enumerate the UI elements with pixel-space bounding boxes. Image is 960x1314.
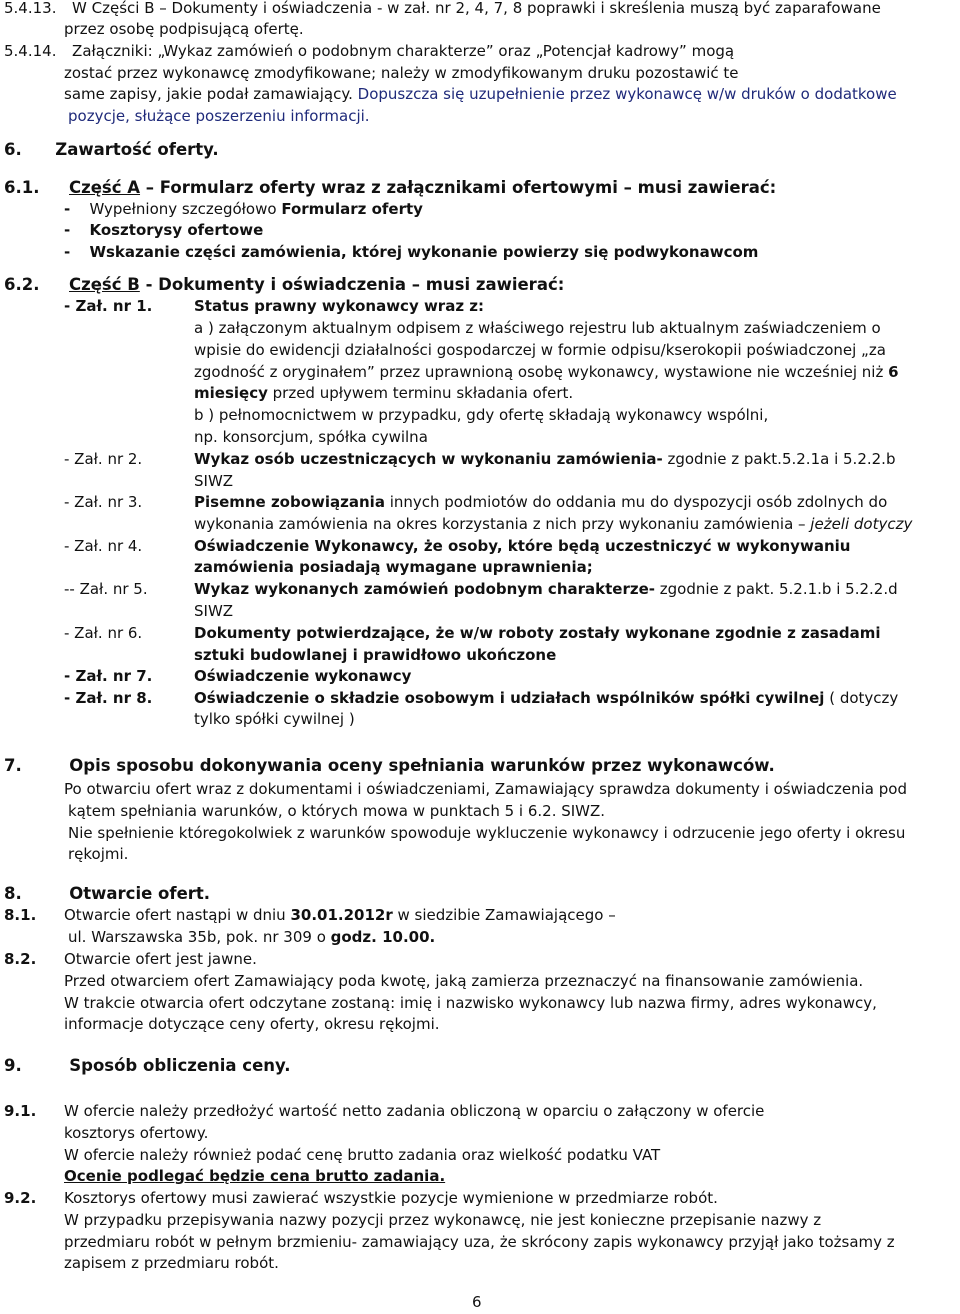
attachment-label: - Zał. nr 2. bbox=[64, 450, 143, 468]
attachment-text-part: zgodność z oryginałem” przez uprawnioną osobę wykonawcy, wystawione nie wcześniej niż bbox=[194, 363, 889, 381]
attachment-label: - Zał. nr 4. bbox=[64, 537, 143, 555]
paragraph-line: Nie spełnienie któregokolwiek z warunków spowoduje wykluczenie wykonawcy i odrzucenie jego oferty i okresu bbox=[68, 824, 906, 842]
paragraph-text: w siedzibie Zamawiającego – bbox=[392, 906, 616, 924]
section-number: 5.4.13. bbox=[4, 0, 57, 17]
section-9-heading bbox=[4, 1055, 291, 1077]
section-number: 7. bbox=[4, 756, 22, 775]
paragraph-line: W ofercie należy również podać cenę brutto zadania oraz wielkość podatku VAT bbox=[64, 1146, 661, 1164]
section-title: Zawartość oferty. bbox=[55, 140, 219, 159]
paragraph-line bbox=[64, 905, 616, 927]
paragraph-line: Otwarcie ofert jest jawne. bbox=[64, 950, 257, 968]
attachment-title: Oświadczenie o składzie osobowym i udziałach wspólników spółki cywilnej bbox=[194, 689, 825, 707]
paragraph-line: zapisem z przedmiaru robót. bbox=[64, 1254, 279, 1272]
paragraph-line: kosztorys ofertowy. bbox=[64, 1124, 209, 1142]
section-5-4-13 bbox=[4, 0, 881, 20]
section-title: Sposób obliczenia ceny. bbox=[69, 1056, 291, 1075]
attachment-text-part: ( dotyczy bbox=[824, 689, 899, 707]
paragraph-line bbox=[68, 927, 435, 949]
list-dash: - bbox=[64, 243, 76, 261]
attachment-title: Wykaz wykonanych zamówień podobnym charakterze- bbox=[194, 580, 655, 598]
paragraph-line: Po otwarciu ofert wraz z dokumentami i oświadczeniami, Zamawiający sprawdza dokumenty i oświadczenia pod bbox=[64, 780, 907, 798]
attachment-text-part: zgodnie z pakt. 5.2.1.b i 5.2.2.d bbox=[655, 580, 898, 598]
list-text: Wypełniony szczegółowo bbox=[89, 200, 282, 218]
paragraph-line-emphasis: Ocenie podlegać będzie cena brutto zadania. bbox=[64, 1167, 446, 1185]
paragraph-text: ul. Warszawska 35b, pok. nr 309 o bbox=[68, 928, 331, 946]
attachment-text: tylko spółki cywilnej ) bbox=[194, 710, 355, 728]
section-number: 8.2. bbox=[4, 950, 37, 968]
attachment-text-bold: miesięcy bbox=[194, 384, 268, 402]
list-text: Kosztorysy ofertowe bbox=[89, 221, 264, 239]
section-8-heading bbox=[4, 883, 210, 905]
paragraph-line: W trakcie otwarcia ofert odczytane zostaną: imię i nazwisko wykonawcy lub nazwa firmy, adres wykonawcy, bbox=[64, 994, 877, 1012]
paragraph-line: przez osobę podpisującą ofertę. bbox=[64, 20, 304, 38]
attachment-text bbox=[194, 579, 898, 601]
attachment-text bbox=[194, 383, 573, 405]
attachment-title: Oświadczenie wykonawcy bbox=[194, 667, 412, 685]
time-value: godz. 10.00. bbox=[330, 928, 436, 946]
attachment-title: Status prawny wykonawcy wraz z: bbox=[194, 297, 485, 315]
paragraph-line: Kosztorys ofertowy musi zawierać wszystkie pozycje wymienione w przedmiarze robót. bbox=[64, 1189, 718, 1207]
paragraph-text-blue: Dopuszcza się uzupełnienie przez wykonawcę w/w druków o dodatkowe bbox=[357, 85, 897, 103]
attachment-text: b ) pełnomocnictwem w przypadku, gdy ofertę składają wykonawcy wspólni, bbox=[194, 406, 769, 424]
section-number: 9.1. bbox=[4, 1102, 37, 1120]
attachment-title: Pisemne zobowiązania bbox=[194, 493, 385, 511]
section-number: 6.2. bbox=[4, 275, 40, 294]
section-number: 8. bbox=[4, 884, 22, 903]
section-number: 6.1. bbox=[4, 178, 40, 197]
attachment-label: -- Zał. nr 5. bbox=[64, 580, 148, 598]
section-number: 9.2. bbox=[4, 1189, 37, 1207]
attachment-title: Dokumenty potwierdzające, że w/w roboty zostały wykonane zgodnie z zasadami bbox=[194, 624, 881, 642]
list-dash: - bbox=[64, 200, 76, 218]
attachment-text: wpisie do ewidencji działalności gospodarczej w formie odpisu/kserokopii poświadczonej „za bbox=[194, 341, 886, 359]
list-text: Wskazanie części zamówienia, której wykonanie powierzy się podwykonawcom bbox=[89, 243, 759, 261]
attachment-text-part: przed upływem terminu składania ofert. bbox=[267, 384, 574, 402]
attachment-text-part: zgodnie z pakt.5.2.1a i 5.2.2.b bbox=[662, 450, 896, 468]
paragraph-text: Otwarcie ofert nastąpi w dniu bbox=[64, 906, 291, 924]
paragraph-line: Przed otwarciem ofert Zamawiający poda kwotę, jaką zamierza przeznaczyć na finansowanie zamówienia. bbox=[64, 972, 864, 990]
list-item bbox=[64, 220, 263, 242]
attachment-title: sztuki budowlanej i prawidłowo ukończone bbox=[194, 646, 557, 664]
section-number: 8.1. bbox=[4, 906, 37, 924]
attachment-text bbox=[194, 514, 912, 536]
paragraph-line: W przypadku przepisywania nazwy pozycji przez wykonawcę, nie jest konieczne przepisanie nazwy z bbox=[64, 1211, 822, 1229]
section-6-heading bbox=[4, 139, 219, 161]
paragraph-text: W Części B – Dokumenty i oświadczenia - w zał. nr 2, 4, 7, 8 poprawki i skreślenia muszą być zaparafowane bbox=[72, 0, 881, 17]
section-6-2-heading bbox=[4, 274, 564, 296]
page-number: 6 bbox=[472, 1293, 482, 1311]
section-6-1-heading bbox=[4, 177, 776, 199]
paragraph-line: pozycje, służące poszerzeniu informacji. bbox=[68, 107, 370, 125]
section-title: Otwarcie ofert. bbox=[69, 884, 211, 903]
attachment-text bbox=[194, 362, 899, 384]
section-title: - Dokumenty i oświadczenia – musi zawierać: bbox=[145, 275, 565, 294]
paragraph-line bbox=[64, 84, 897, 106]
attachment-label: - Zał. nr 7. bbox=[64, 667, 153, 685]
paragraph-line: przedmiaru robót w pełnym brzmieniu- zamawiający uza, że skrócony zapis wykonawcy przyjął jako tożsamy z bbox=[64, 1233, 895, 1251]
attachment-text: a ) załączonym aktualnym odpisem z właściwego rejestru lub aktualnym zaświadczeniem o bbox=[194, 319, 881, 337]
section-7-heading bbox=[4, 755, 775, 777]
section-number: 5.4.14. bbox=[4, 42, 57, 60]
part-a-label: Część A bbox=[69, 178, 141, 197]
attachment-text bbox=[194, 688, 898, 710]
attachment-text bbox=[194, 492, 887, 514]
attachment-title: zamówienia posiadają wymagane uprawnienia; bbox=[194, 558, 593, 576]
attachment-text: SIWZ bbox=[194, 472, 234, 490]
attachment-text: SIWZ bbox=[194, 602, 234, 620]
attachment-title: Oświadczenie Wykonawcy, że osoby, które będą uczestniczyć w wykonywaniu bbox=[194, 537, 851, 555]
section-number: 9. bbox=[4, 1056, 22, 1075]
paragraph-text: same zapisy, jakie podał zamawiający. bbox=[64, 85, 353, 103]
attachment-text-italic: jeżeli dotyczy bbox=[810, 515, 913, 533]
attachment-text bbox=[194, 449, 895, 471]
section-number: 6. bbox=[4, 140, 22, 159]
paragraph-line: W ofercie należy przedłożyć wartość netto zadania obliczoną w oparciu o załączony w ofercie bbox=[64, 1102, 765, 1120]
attachment-label: - Zał. nr 6. bbox=[64, 624, 143, 642]
attachment-label: - Zał. nr 8. bbox=[64, 689, 153, 707]
attachment-text-bold: 6 bbox=[888, 363, 899, 381]
list-item bbox=[64, 242, 758, 264]
section-title: Opis sposobu dokonywania oceny spełniania warunków przez wykonawców. bbox=[69, 756, 775, 775]
attachment-text-part: wykonania zamówienia na okres korzystania z nich przy wykonaniu zamówienia – bbox=[194, 515, 811, 533]
attachment-text: np. konsorcjum, spółka cywilna bbox=[194, 428, 428, 446]
attachment-label: - Zał. nr 1. bbox=[64, 297, 153, 315]
paragraph-line: zostać przez wykonawcę zmodyfikowane; należy w zmodyfikowanym druku pozostawić te bbox=[64, 64, 739, 82]
list-dash: - bbox=[64, 221, 76, 239]
attachment-title: Wykaz osób uczestniczących w wykonaniu zamówienia- bbox=[194, 450, 663, 468]
section-5-4-14 bbox=[4, 41, 734, 63]
paragraph-line: informacje dotyczące ceny oferty, okresu rękojmi. bbox=[64, 1015, 440, 1033]
paragraph-line: kątem spełniania warunków, o których mowa w punktach 5 i 6.2. SIWZ. bbox=[68, 802, 606, 820]
list-text-bold: Formularz oferty bbox=[281, 200, 423, 218]
attachment-text-part: innych podmiotów do oddania mu do dyspozycji osób zdolnych do bbox=[384, 493, 888, 511]
date-value: 30.01.2012r bbox=[290, 906, 393, 924]
paragraph-line: rękojmi. bbox=[68, 845, 129, 863]
paragraph-text: Załączniki: „Wykaz zamówień o podobnym charakterze” oraz „Potencjał kadrowy” mogą bbox=[72, 42, 735, 60]
attachment-label: - Zał. nr 3. bbox=[64, 493, 143, 511]
section-title: – Formularz oferty wraz z załącznikami ofertowymi – musi zawierać: bbox=[145, 178, 777, 197]
list-item bbox=[64, 199, 423, 221]
part-b-label: Część B bbox=[69, 275, 140, 294]
